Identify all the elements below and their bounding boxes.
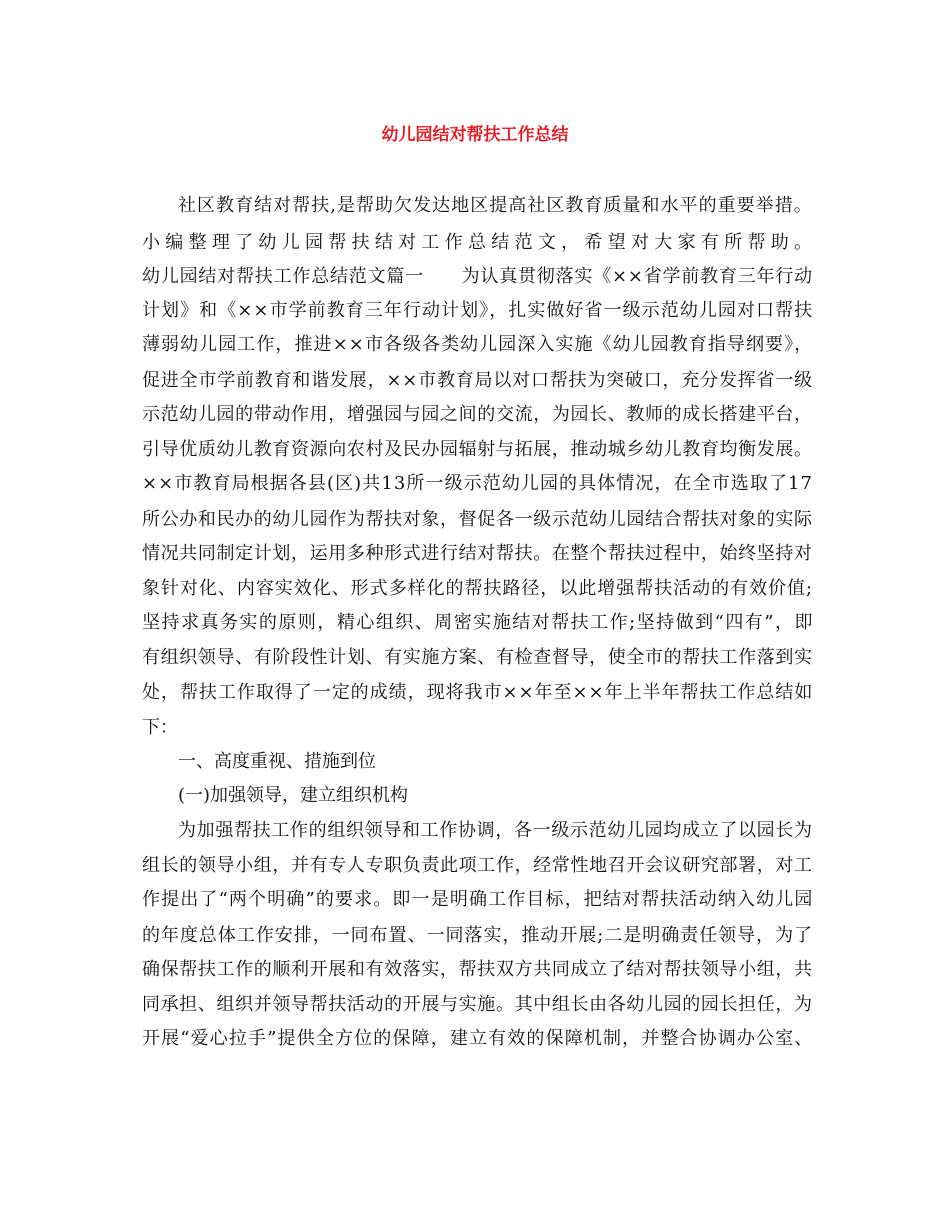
text-line: 所公办和民办的幼儿园作为帮扶对象，督促各一级示范幼儿园结合帮扶对象的实际 xyxy=(142,509,813,530)
text-line: 确保帮扶工作的顺利开展和有效落实，帮扶双方共同成立了结对帮扶领导小组，共 xyxy=(142,959,813,980)
text-line: 社区教育结对帮扶,是帮助欠发达地区提高社区教育质量和水平的重要举措。 xyxy=(178,195,813,216)
text-line: 坚持求真务实的原则，精心组织、周密实施结对帮扶工作;坚持做到“四有”，即 xyxy=(142,612,814,633)
text-line: 有组织领导、有阶段性计划、有实施方案、有检查督导，使全市的帮扶工作落到实 xyxy=(142,647,813,668)
text-line: 象针对化、内容实效化、形式多样化的帮扶路径，以此增强帮扶活动的有效价值; xyxy=(142,578,814,599)
text-line: 作提出了“两个明确”的要求。即一是明确工作目标，把结对帮扶活动纳入幼儿园 xyxy=(142,889,814,910)
text-line: 薄弱幼儿园工作，推进××市各级各类幼儿园深入实施《幼儿园教育指导纲要》， xyxy=(142,334,814,355)
text-line: 为加强帮扶工作的组织领导和工作协调，各一级示范幼儿园均成立了以园长为 xyxy=(178,820,813,841)
text-line: 同承担、组织并领导帮扶活动的开展与实施。其中组长由各幼儿园的园长担任，为 xyxy=(142,994,813,1015)
text-line: 示范幼儿园的带动作用，增强园与园之间的交流，为园长、教师的成长搭建平台， xyxy=(142,404,813,425)
text-line: 的年度总体工作安排，一同布置、一同落实，推动开展;二是明确责任领导，为了 xyxy=(142,925,814,946)
text-line: 组长的领导小组，并有专人专职负责此项工作，经常性地召开会议研究部署，对工 xyxy=(142,855,813,876)
text-line: 处，帮扶工作取得了一定的成绩，现将我市××年至××年上半年帮扶工作总结如 xyxy=(142,682,814,703)
text-line: 小编整理了幼儿园帮扶结对工作总结范文，希望对大家有所帮助。 xyxy=(142,232,818,253)
text-line: 幼儿园结对帮扶工作总结范文篇一 为认真贯彻落实《××省学前教育三年行动 xyxy=(142,266,813,287)
text-line: 下： xyxy=(142,717,178,738)
text-line: 开展“爱心拉手”提供全方位的保障，建立有效的保障机制，并整合协调办公室、 xyxy=(142,1028,814,1049)
text-line: ××市教育局根据各县(区)共13所一级示范幼儿园的具体情况，在全市选取了17 xyxy=(142,473,814,494)
document-title: 幼儿园结对帮扶工作总结 xyxy=(381,125,569,145)
section-heading: 一、高度重视、措施到位 xyxy=(178,751,376,772)
subsection-heading: (一)加强领导，建立组织机构 xyxy=(178,785,409,806)
text-line: 计划》和《××市学前教育三年行动计划》，扎实做好省一级示范幼儿园对口帮扶 xyxy=(142,300,814,321)
text-line: 促进全市学前教育和谐发展，××市教育局以对口帮扶为突破口，充分发挥省一级 xyxy=(142,370,813,391)
text-line: 引导优质幼儿教育资源向农村及民办园辐射与拓展，推动城乡幼儿教育均衡发展。 xyxy=(142,439,813,460)
text-line: 情况共同制定计划，运用多种形式进行结对帮扶。在整个帮扶过程中，始终坚持对 xyxy=(142,543,813,564)
